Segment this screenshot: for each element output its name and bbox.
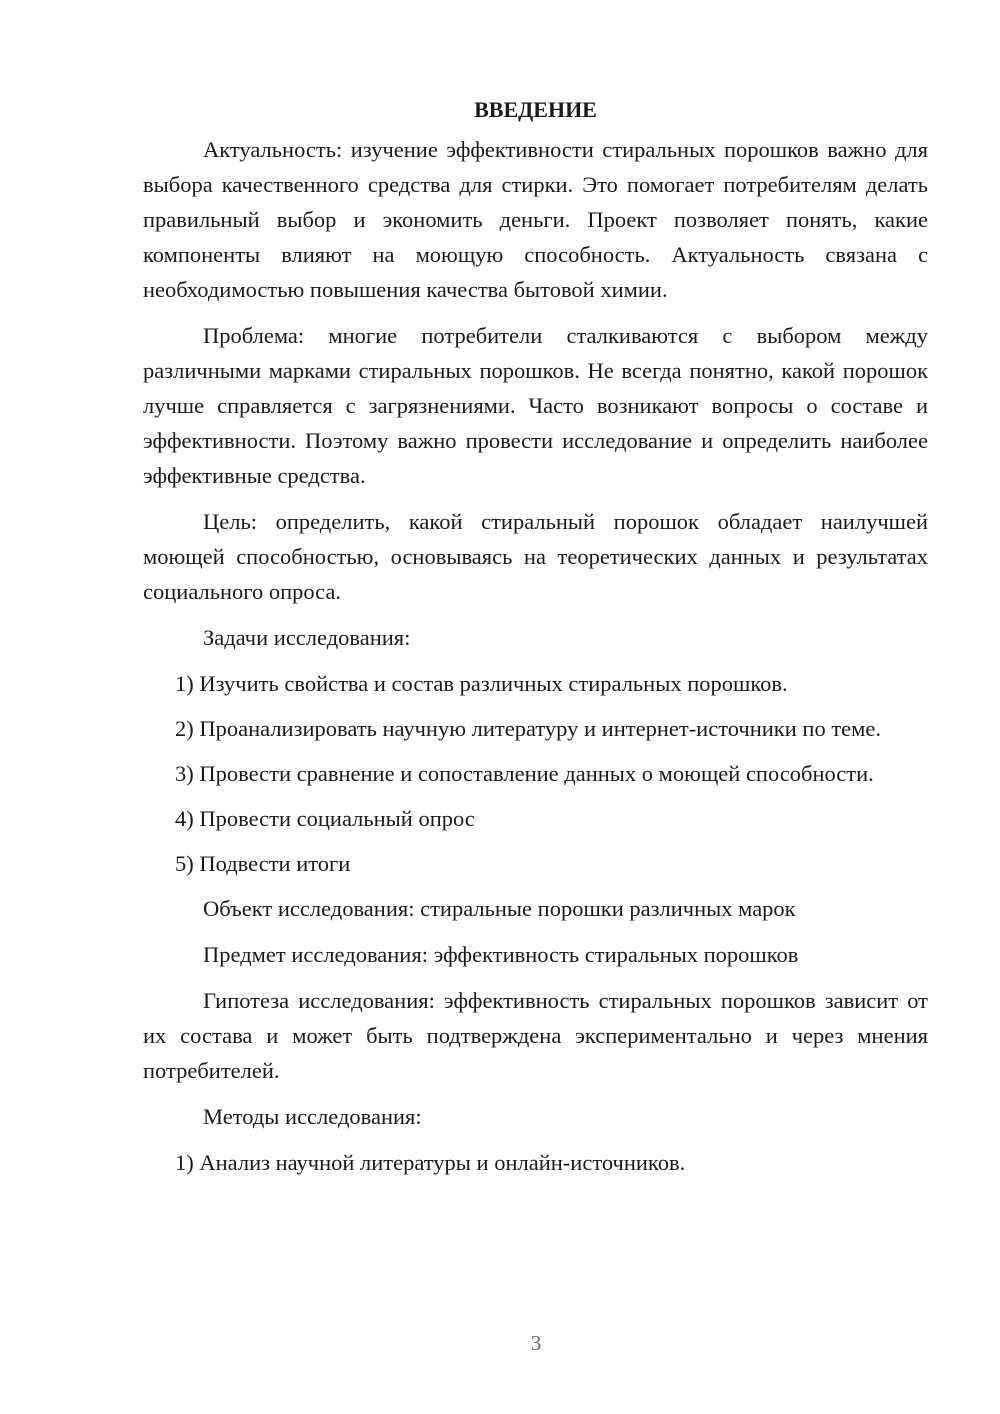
method-item: 1) Анализ научной литературы и онлайн-источников. [175,1150,686,1175]
goal-paragraph: Цель: определить, какой стиральный порошок обладает наилучшей моющей способностью, основываясь на теоретических данных и результатах социального опроса. [143,509,928,604]
tasks-heading: Задачи исследования: [203,625,411,650]
task-item: 1) Изучить свойства и состав различных стиральных порошков. [175,671,788,696]
task-item: 5) Подвести итоги [175,851,351,876]
subject-paragraph: Предмет исследования: эффективность стиральных порошков [203,942,799,967]
task-item: 4) Провести социальный опрос [175,806,475,831]
page-number: 3 [530,1331,542,1355]
task-item: 2) Проанализировать научную литературу и интернет-источники по теме. [175,716,881,741]
problem-paragraph: Проблема: многие потребители сталкиваются с выбором между различными марками стиральных порошков. Не всегда понятно, какой порошок лучше справляется с загрязнениями. Часто возникают вопросы о составе и эффективности. Поэтому важно провести исследование и определить наиболее эффективные средства. [143,323,928,488]
document-page [143,92,928,1190]
section-title: ВВЕДЕНИЕ [474,97,597,122]
relevance-paragraph: Актуальность: изучение эффективности стиральных порошков важно для выбора качественного средства для стирки. Это помогает потребителям делать правильный выбор и экономить деньги. Проект позволяет понять, какие компоненты влияют на моющую способность. Актуальность связана с необходимостью повышения качества бытовой химии. [143,137,928,302]
methods-heading: Методы исследования: [203,1104,422,1129]
task-item: 3) Провести сравнение и сопоставление данных о моющей способности. [175,761,874,786]
hypothesis-paragraph: Гипотеза исследования: эффективность стиральных порошков зависит от их состава и может быть подтверждена экспериментально и через мнения потребителей. [143,988,928,1083]
object-paragraph: Объект исследования: стиральные порошки различных марок [203,896,796,921]
